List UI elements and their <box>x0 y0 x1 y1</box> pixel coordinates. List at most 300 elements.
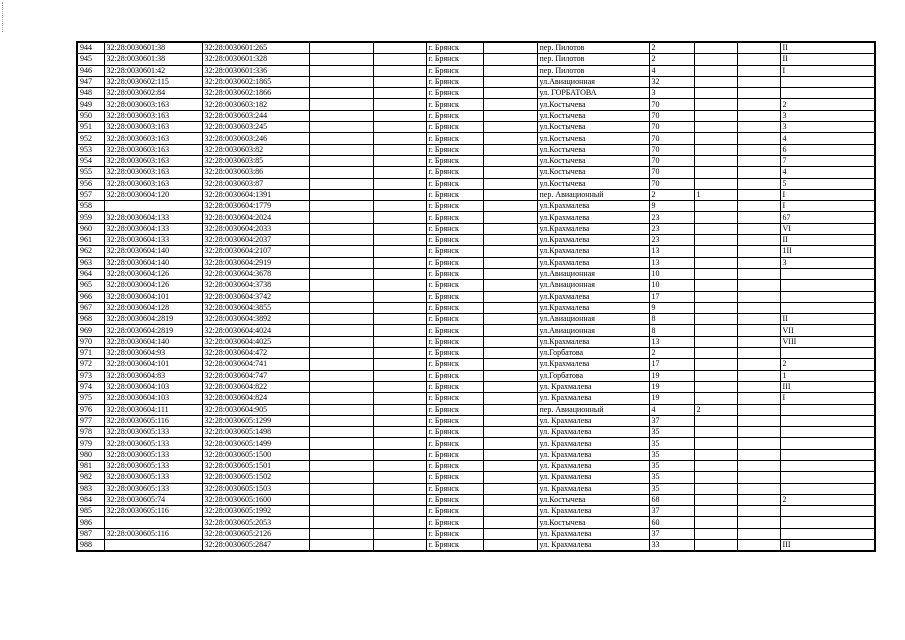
cell-empty-col-11 <box>737 65 780 76</box>
cell-row-number: 976 <box>77 404 104 415</box>
table-row <box>77 359 875 370</box>
table-row <box>77 472 875 483</box>
cell-object-cadastral-number: 32:28:0030605:2847 <box>202 540 309 552</box>
cell-row-number: 973 <box>77 370 104 381</box>
cell-empty-col-11 <box>737 381 780 392</box>
cell-empty-col-7 <box>483 314 537 325</box>
cell-empty-col-7 <box>483 76 537 87</box>
cell-empty-col-4 <box>309 212 373 223</box>
table-row <box>77 415 875 426</box>
cell-empty-col-11 <box>737 110 780 121</box>
cell-building-number <box>694 155 737 166</box>
cell-house-number: 33 <box>649 540 694 552</box>
cell-row-number: 986 <box>77 517 104 528</box>
cell-apartment-number: 3 <box>780 122 875 133</box>
cell-row-number: 957 <box>77 189 104 200</box>
cell-empty-col-4 <box>309 99 373 110</box>
cell-apartment-number: I <box>780 65 875 76</box>
cell-building-number <box>694 212 737 223</box>
cell-house-number: 70 <box>649 155 694 166</box>
cell-empty-col-7 <box>483 438 537 449</box>
cell-empty-col-4 <box>309 235 373 246</box>
cell-house-number: 8 <box>649 314 694 325</box>
table-row <box>77 189 875 200</box>
cell-empty-col-4 <box>309 291 373 302</box>
cell-empty-col-5 <box>373 483 426 494</box>
cell-row-number: 984 <box>77 494 104 505</box>
cell-empty-col-5 <box>373 427 426 438</box>
cell-object-cadastral-number: 32:28:0030603:86 <box>202 167 309 178</box>
cell-row-number: 949 <box>77 99 104 110</box>
cell-object-cadastral-number: 32:28:0030604:472 <box>202 348 309 359</box>
cell-empty-col-11 <box>737 144 780 155</box>
cell-empty-col-4 <box>309 144 373 155</box>
cell-city: г. Брянск <box>426 280 483 291</box>
cell-empty-col-4 <box>309 472 373 483</box>
cell-empty-col-7 <box>483 235 537 246</box>
cell-building-number <box>694 427 737 438</box>
cell-land-plot-cadastral-number: 32:28:0030604:2819 <box>104 325 202 336</box>
cell-apartment-number: VIII <box>780 336 875 347</box>
cell-street: ул. Крахмалева <box>537 415 649 426</box>
cell-object-cadastral-number: 32:28:0030603:82 <box>202 144 309 155</box>
cell-empty-col-5 <box>373 42 426 54</box>
cell-city: г. Брянск <box>426 325 483 336</box>
cell-empty-col-11 <box>737 189 780 200</box>
cell-empty-col-7 <box>483 144 537 155</box>
cell-empty-col-7 <box>483 167 537 178</box>
cell-empty-col-4 <box>309 42 373 54</box>
cell-object-cadastral-number: 32:28:0030604:822 <box>202 381 309 392</box>
cell-city: г. Брянск <box>426 336 483 347</box>
cell-empty-col-4 <box>309 359 373 370</box>
cell-building-number <box>694 314 737 325</box>
cell-house-number: 35 <box>649 449 694 460</box>
cell-empty-col-7 <box>483 280 537 291</box>
cell-building-number <box>694 438 737 449</box>
cell-land-plot-cadastral-number: 32:28:0030604:140 <box>104 336 202 347</box>
cell-object-cadastral-number: 32:28:0030603:182 <box>202 99 309 110</box>
cell-empty-col-5 <box>373 178 426 189</box>
cell-empty-col-5 <box>373 415 426 426</box>
cell-empty-col-11 <box>737 314 780 325</box>
cell-empty-col-7 <box>483 291 537 302</box>
cell-empty-col-5 <box>373 348 426 359</box>
table-row <box>77 483 875 494</box>
table-row <box>77 314 875 325</box>
table-row <box>77 427 875 438</box>
cell-house-number: 19 <box>649 381 694 392</box>
cell-empty-col-4 <box>309 302 373 313</box>
cell-object-cadastral-number: 32:28:0030605:2053 <box>202 517 309 528</box>
cell-empty-col-4 <box>309 201 373 212</box>
cell-object-cadastral-number: 32:28:0030602:1866 <box>202 88 309 99</box>
cell-row-number: 952 <box>77 133 104 144</box>
cell-empty-col-11 <box>737 302 780 313</box>
cell-apartment-number: 2 <box>780 494 875 505</box>
cell-city: г. Брянск <box>426 404 483 415</box>
cell-row-number: 978 <box>77 427 104 438</box>
cell-street: ул.Костычева <box>537 133 649 144</box>
cell-apartment-number: 2 <box>780 99 875 110</box>
cell-street: ул. Крахмалева <box>537 460 649 471</box>
cell-street: ул. Крахмалева <box>537 427 649 438</box>
cell-street: ул.Авиационная <box>537 76 649 87</box>
table-row <box>77 449 875 460</box>
cell-city: г. Брянск <box>426 65 483 76</box>
cell-house-number: 2 <box>649 189 694 200</box>
cell-city: г. Брянск <box>426 449 483 460</box>
table-row <box>77 235 875 246</box>
cell-empty-col-4 <box>309 540 373 552</box>
cell-city: г. Брянск <box>426 393 483 404</box>
cell-empty-col-11 <box>737 472 780 483</box>
cell-street: ул.Крахмалева <box>537 291 649 302</box>
cell-land-plot-cadastral-number: 32:28:0030603:163 <box>104 99 202 110</box>
cell-object-cadastral-number: 32:28:0030604:2024 <box>202 212 309 223</box>
cell-city: г. Брянск <box>426 517 483 528</box>
cell-city: г. Брянск <box>426 99 483 110</box>
cell-street: ул.Костычева <box>537 144 649 155</box>
cell-empty-col-5 <box>373 155 426 166</box>
cell-apartment-number: 3 <box>780 257 875 268</box>
cell-city: г. Брянск <box>426 460 483 471</box>
cell-building-number <box>694 540 737 552</box>
cell-empty-col-5 <box>373 246 426 257</box>
cell-empty-col-11 <box>737 155 780 166</box>
cell-row-number: 961 <box>77 235 104 246</box>
cell-house-number: 13 <box>649 246 694 257</box>
cell-house-number: 19 <box>649 393 694 404</box>
cell-object-cadastral-number: 32:28:0030605:1503 <box>202 483 309 494</box>
cell-land-plot-cadastral-number: 32:28:0030604:101 <box>104 291 202 302</box>
cell-empty-col-11 <box>737 122 780 133</box>
cell-empty-col-11 <box>737 359 780 370</box>
cell-city: г. Брянск <box>426 506 483 517</box>
cell-empty-col-11 <box>737 268 780 279</box>
cell-building-number <box>694 133 737 144</box>
cell-empty-col-5 <box>373 280 426 291</box>
cell-land-plot-cadastral-number: 32:28:0030604:2819 <box>104 314 202 325</box>
cell-street: ул.Крахмалева <box>537 246 649 257</box>
cell-empty-col-11 <box>737 133 780 144</box>
cell-row-number: 956 <box>77 178 104 189</box>
cell-land-plot-cadastral-number: 32:28:0030603:163 <box>104 110 202 121</box>
cell-row-number: 968 <box>77 314 104 325</box>
cell-empty-col-4 <box>309 404 373 415</box>
cell-street: ул.Авиационная <box>537 268 649 279</box>
cell-empty-col-11 <box>737 235 780 246</box>
cell-empty-col-5 <box>373 257 426 268</box>
cell-object-cadastral-number: 32:28:0030604:2033 <box>202 223 309 234</box>
cell-house-number: 3 <box>649 88 694 99</box>
address-register-table <box>76 41 876 552</box>
cell-row-number: 971 <box>77 348 104 359</box>
cell-city: г. Брянск <box>426 110 483 121</box>
cell-land-plot-cadastral-number: 32:28:0030602:115 <box>104 76 202 87</box>
cell-empty-col-7 <box>483 223 537 234</box>
table-row <box>77 223 875 234</box>
cell-empty-col-7 <box>483 65 537 76</box>
cell-city: г. Брянск <box>426 348 483 359</box>
cell-empty-col-5 <box>373 506 426 517</box>
cell-city: г. Брянск <box>426 133 483 144</box>
table-row <box>77 88 875 99</box>
cell-empty-col-11 <box>737 257 780 268</box>
cell-apartment-number: 1II <box>780 246 875 257</box>
cell-empty-col-11 <box>737 506 780 517</box>
cell-city: г. Брянск <box>426 483 483 494</box>
table-row <box>77 506 875 517</box>
cell-land-plot-cadastral-number: 32:28:0030604:83 <box>104 370 202 381</box>
cell-row-number: 979 <box>77 438 104 449</box>
cell-empty-col-4 <box>309 167 373 178</box>
cell-street: ул.Костычева <box>537 167 649 178</box>
cell-row-number: 987 <box>77 528 104 539</box>
cell-street: ул.Костычева <box>537 178 649 189</box>
cell-house-number: 70 <box>649 167 694 178</box>
table-row <box>77 494 875 505</box>
cell-apartment-number <box>780 88 875 99</box>
table-row <box>77 178 875 189</box>
cell-land-plot-cadastral-number: 32:28:0030604:133 <box>104 223 202 234</box>
table-row <box>77 336 875 347</box>
cell-empty-col-4 <box>309 246 373 257</box>
cell-house-number: 2 <box>649 42 694 54</box>
cell-city: г. Брянск <box>426 201 483 212</box>
cell-building-number <box>694 336 737 347</box>
table-row <box>77 54 875 65</box>
cell-object-cadastral-number: 32:28:0030603:87 <box>202 178 309 189</box>
cell-city: г. Брянск <box>426 291 483 302</box>
cell-building-number <box>694 235 737 246</box>
table-row <box>77 212 875 223</box>
cell-empty-col-7 <box>483 302 537 313</box>
cell-street: ул.Авиационная <box>537 325 649 336</box>
cell-empty-col-7 <box>483 178 537 189</box>
cell-empty-col-7 <box>483 201 537 212</box>
cell-building-number <box>694 280 737 291</box>
table-row <box>77 438 875 449</box>
cell-building-number <box>694 348 737 359</box>
cell-land-plot-cadastral-number: 32:28:0030603:163 <box>104 144 202 155</box>
cell-apartment-number <box>780 280 875 291</box>
cell-street: ул.Крахмалева <box>537 257 649 268</box>
cell-apartment-number: VII <box>780 325 875 336</box>
cell-empty-col-5 <box>373 438 426 449</box>
cell-row-number: 960 <box>77 223 104 234</box>
cell-object-cadastral-number: 32:28:0030604:741 <box>202 359 309 370</box>
cell-house-number: 2 <box>649 348 694 359</box>
cell-empty-col-7 <box>483 348 537 359</box>
cell-empty-col-7 <box>483 472 537 483</box>
cell-empty-col-7 <box>483 189 537 200</box>
cell-empty-col-4 <box>309 449 373 460</box>
cell-apartment-number <box>780 427 875 438</box>
cell-empty-col-7 <box>483 404 537 415</box>
cell-house-number: 10 <box>649 268 694 279</box>
cell-building-number <box>694 99 737 110</box>
cell-land-plot-cadastral-number: 32:28:0030605:116 <box>104 415 202 426</box>
cell-city: г. Брянск <box>426 438 483 449</box>
cell-building-number <box>694 472 737 483</box>
cell-street: ул.Крахмалева <box>537 235 649 246</box>
cell-empty-col-7 <box>483 427 537 438</box>
cell-object-cadastral-number: 32:28:0030604:2107 <box>202 246 309 257</box>
table-row <box>77 110 875 121</box>
cell-city: г. Брянск <box>426 314 483 325</box>
table-row <box>77 155 875 166</box>
cell-house-number: 70 <box>649 144 694 155</box>
cell-street: пер. Пилотов <box>537 54 649 65</box>
cell-object-cadastral-number: 32:28:0030604:2919 <box>202 257 309 268</box>
cell-street: ул. Крахмалева <box>537 528 649 539</box>
cell-street: ул.Крахмалева <box>537 336 649 347</box>
cell-empty-col-7 <box>483 88 537 99</box>
cell-empty-col-11 <box>737 280 780 291</box>
cell-empty-col-4 <box>309 381 373 392</box>
cell-empty-col-4 <box>309 65 373 76</box>
cell-empty-col-7 <box>483 370 537 381</box>
table-body <box>77 42 875 551</box>
cell-empty-col-7 <box>483 99 537 110</box>
cell-empty-col-5 <box>373 404 426 415</box>
cell-apartment-number: 7 <box>780 155 875 166</box>
cell-land-plot-cadastral-number: 32:28:0030605:133 <box>104 427 202 438</box>
cell-house-number: 23 <box>649 235 694 246</box>
cell-row-number: 955 <box>77 167 104 178</box>
cell-empty-col-11 <box>737 336 780 347</box>
cell-object-cadastral-number: 32:28:0030604:747 <box>202 370 309 381</box>
cell-street: ул.Крахмалева <box>537 212 649 223</box>
cell-house-number: 70 <box>649 110 694 121</box>
cell-apartment-number <box>780 483 875 494</box>
cell-house-number: 17 <box>649 291 694 302</box>
table-row <box>77 381 875 392</box>
cell-object-cadastral-number: 32:28:0030605:1600 <box>202 494 309 505</box>
cell-empty-col-5 <box>373 472 426 483</box>
cell-apartment-number: II <box>780 314 875 325</box>
cell-apartment-number: 3 <box>780 110 875 121</box>
cell-house-number: 60 <box>649 517 694 528</box>
cell-row-number: 950 <box>77 110 104 121</box>
cell-object-cadastral-number: 32:28:0030604:4024 <box>202 325 309 336</box>
cell-land-plot-cadastral-number: 32:28:0030605:116 <box>104 528 202 539</box>
cell-object-cadastral-number: 32:28:0030601:336 <box>202 65 309 76</box>
table-row <box>77 517 875 528</box>
cell-apartment-number: 2 <box>780 359 875 370</box>
cell-city: г. Брянск <box>426 427 483 438</box>
cell-empty-col-7 <box>483 268 537 279</box>
cell-city: г. Брянск <box>426 178 483 189</box>
cell-empty-col-4 <box>309 314 373 325</box>
cell-empty-col-11 <box>737 54 780 65</box>
cell-street: ул. Крахмалева <box>537 540 649 552</box>
cell-apartment-number <box>780 460 875 471</box>
cell-object-cadastral-number: 32:28:0030605:1499 <box>202 438 309 449</box>
cell-empty-col-4 <box>309 494 373 505</box>
cell-row-number: 974 <box>77 381 104 392</box>
cell-street: ул.Авиационная <box>537 280 649 291</box>
cell-empty-col-4 <box>309 348 373 359</box>
cell-land-plot-cadastral-number: 32:28:0030604:103 <box>104 393 202 404</box>
cell-empty-col-5 <box>373 325 426 336</box>
cell-empty-col-4 <box>309 460 373 471</box>
cell-apartment-number <box>780 268 875 279</box>
cell-object-cadastral-number: 32:28:0030605:1502 <box>202 472 309 483</box>
cell-building-number <box>694 528 737 539</box>
cell-object-cadastral-number: 32:28:0030605:1501 <box>202 460 309 471</box>
cell-empty-col-5 <box>373 381 426 392</box>
cell-building-number <box>694 415 737 426</box>
cell-apartment-number: III <box>780 540 875 552</box>
cell-building-number <box>694 246 737 257</box>
cell-house-number: 13 <box>649 336 694 347</box>
cell-object-cadastral-number: 32:28:0030605:1500 <box>202 449 309 460</box>
cell-building-number <box>694 393 737 404</box>
cell-city: г. Брянск <box>426 257 483 268</box>
cell-apartment-number <box>780 449 875 460</box>
cell-land-plot-cadastral-number: 32:28:0030604:111 <box>104 404 202 415</box>
cell-empty-col-7 <box>483 449 537 460</box>
cell-empty-col-11 <box>737 348 780 359</box>
table-row <box>77 302 875 313</box>
cell-house-number: 19 <box>649 370 694 381</box>
table-row <box>77 201 875 212</box>
cell-building-number: 1 <box>694 189 737 200</box>
cell-row-number: 963 <box>77 257 104 268</box>
cell-empty-col-5 <box>373 212 426 223</box>
cell-empty-col-11 <box>737 517 780 528</box>
cell-land-plot-cadastral-number: 32:28:0030604:140 <box>104 246 202 257</box>
cell-row-number: 966 <box>77 291 104 302</box>
cell-empty-col-11 <box>737 460 780 471</box>
cell-building-number <box>694 42 737 54</box>
cell-empty-col-5 <box>373 189 426 200</box>
cell-object-cadastral-number: 32:28:0030603:246 <box>202 133 309 144</box>
cell-empty-col-4 <box>309 110 373 121</box>
cell-empty-col-7 <box>483 336 537 347</box>
cell-empty-col-7 <box>483 415 537 426</box>
cell-building-number <box>694 88 737 99</box>
cell-empty-col-11 <box>737 178 780 189</box>
cell-city: г. Брянск <box>426 381 483 392</box>
cell-street: ул. ГОРБАТОВА <box>537 88 649 99</box>
cell-row-number: 970 <box>77 336 104 347</box>
cell-empty-col-4 <box>309 257 373 268</box>
cell-empty-col-7 <box>483 155 537 166</box>
cell-empty-col-5 <box>373 167 426 178</box>
cell-empty-col-5 <box>373 201 426 212</box>
cell-row-number: 954 <box>77 155 104 166</box>
cell-building-number <box>694 257 737 268</box>
cell-city: г. Брянск <box>426 268 483 279</box>
cell-street: ул.Горбатова <box>537 370 649 381</box>
cell-empty-col-11 <box>737 325 780 336</box>
cell-empty-col-11 <box>737 201 780 212</box>
cell-land-plot-cadastral-number <box>104 201 202 212</box>
cell-row-number: 946 <box>77 65 104 76</box>
cell-empty-col-4 <box>309 280 373 291</box>
cell-house-number: 13 <box>649 257 694 268</box>
cell-row-number: 967 <box>77 302 104 313</box>
cell-empty-col-5 <box>373 65 426 76</box>
cell-empty-col-5 <box>373 122 426 133</box>
cell-empty-col-5 <box>373 528 426 539</box>
cell-street: ул.Костычева <box>537 517 649 528</box>
cell-empty-col-11 <box>737 427 780 438</box>
cell-empty-col-5 <box>373 291 426 302</box>
